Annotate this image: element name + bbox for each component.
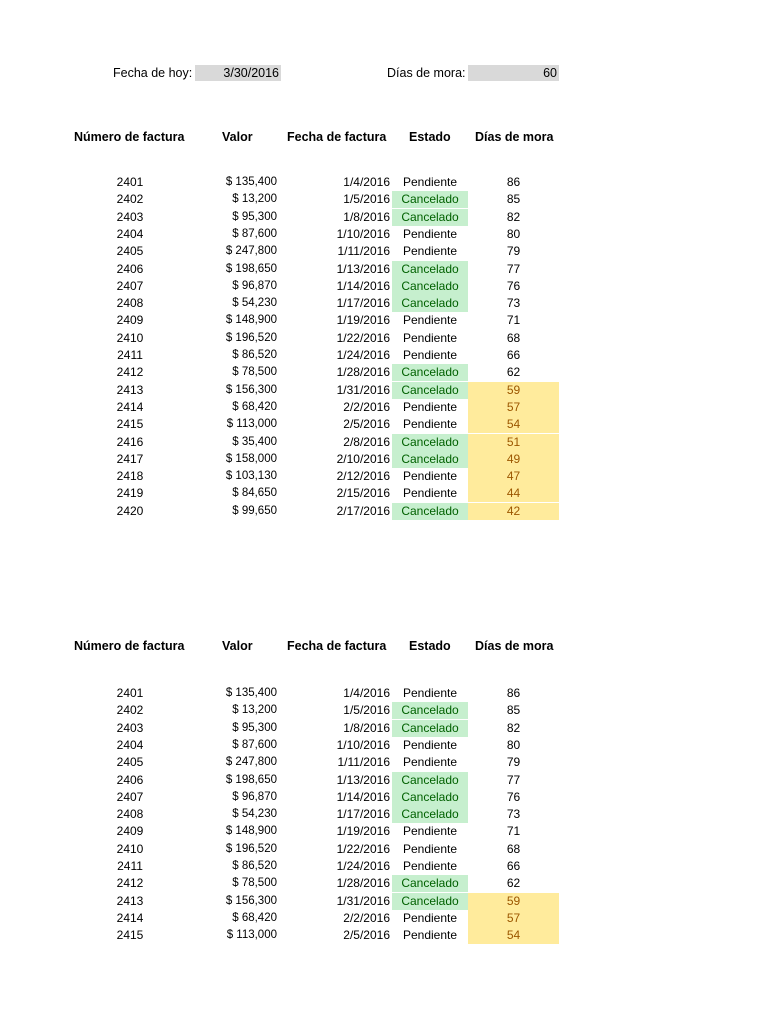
days-overdue-cell[interactable]: 82 — [506, 720, 521, 735]
invoice-status-cell[interactable]: Pendiente — [402, 686, 458, 700]
invoice-status-cell[interactable]: Pendiente — [402, 928, 458, 943]
table-row — [0, 702, 768, 719]
invoice-number-cell[interactable]: 2412 — [116, 876, 144, 891]
invoice-value-cell[interactable]: $ 135,400 — [225, 176, 277, 188]
invoice-number-cell[interactable]: 2415 — [116, 928, 144, 943]
invoice-value-cell[interactable]: $ 156,300 — [225, 894, 277, 907]
invoice-value-cell[interactable]: $ 13,200 — [232, 704, 277, 717]
invoice-date-cell[interactable]: 1/13/2016 — [336, 261, 390, 276]
invoice-date-cell[interactable]: 1/5/2016 — [343, 703, 390, 718]
invoice-number-cell[interactable]: 2403 — [116, 720, 144, 735]
invoice-value-cell[interactable]: $ 84,650 — [232, 487, 277, 500]
invoice-status-cell[interactable]: Pendiente — [402, 330, 458, 345]
invoice-number-cell[interactable]: 2402 — [116, 703, 144, 718]
dias-mora-label: Días de mora: — [387, 66, 466, 80]
days-overdue-cell[interactable]: 86 — [506, 175, 521, 189]
days-overdue-cell[interactable]: 76 — [506, 278, 521, 293]
dias-mora-value: 60 — [543, 66, 557, 80]
invoice-status-cell[interactable]: Cancelado — [392, 434, 468, 451]
days-overdue-cell[interactable]: 54 — [468, 416, 559, 433]
invoice-date-cell[interactable]: 2/15/2016 — [336, 486, 390, 501]
invoice-value-cell[interactable]: $ 198,650 — [225, 262, 277, 275]
days-overdue-cell[interactable]: 57 — [468, 399, 559, 416]
invoice-number-cell[interactable]: 2414 — [116, 910, 144, 925]
invoice-date-cell[interactable]: 1/5/2016 — [343, 192, 390, 207]
invoice-number-cell[interactable]: 2411 — [117, 348, 143, 362]
invoice-date-cell[interactable]: 2/5/2016 — [343, 928, 390, 943]
invoice-value-cell[interactable]: $ 95,300 — [232, 721, 277, 734]
table-row — [0, 278, 768, 295]
invoice-value-cell[interactable]: $ 198,650 — [225, 773, 277, 786]
invoice-status-cell[interactable]: Pendiente — [402, 175, 458, 189]
col-dias-header: Días de mora — [475, 130, 554, 144]
col-estado-header: Estado — [409, 639, 451, 653]
col-dias-header: Días de mora — [475, 639, 554, 653]
invoice-date-cell[interactable]: 1/24/2016 — [336, 348, 390, 362]
invoice-status-cell[interactable]: Cancelado — [392, 806, 468, 823]
table-row — [0, 261, 768, 278]
col-fecha-header: Fecha de factura — [287, 130, 387, 144]
invoice-date-cell[interactable]: 1/13/2016 — [336, 772, 390, 787]
invoice-value-cell[interactable]: $ 103,130 — [225, 470, 277, 483]
invoice-value-cell[interactable]: $ 96,870 — [232, 790, 277, 803]
table-row — [0, 503, 768, 520]
invoice-number-cell[interactable]: 2413 — [116, 893, 144, 908]
invoice-status-cell[interactable]: Cancelado — [392, 382, 468, 399]
days-overdue-cell[interactable]: 62 — [506, 365, 521, 380]
invoice-value-cell[interactable]: $ 113,000 — [226, 418, 277, 431]
table-row — [0, 927, 768, 944]
invoice-status-cell[interactable]: Pendiente — [402, 824, 458, 839]
invoice-status-cell[interactable]: Cancelado — [392, 278, 468, 295]
invoice-status-cell[interactable]: Cancelado — [392, 295, 468, 312]
table-row — [0, 347, 768, 364]
col-valor-header: Valor — [222, 130, 253, 144]
table-row — [0, 858, 768, 875]
invoice-status-cell[interactable]: Pendiente — [402, 244, 458, 259]
invoice-date-cell[interactable]: 2/10/2016 — [336, 451, 390, 466]
invoice-number-cell[interactable]: 2412 — [116, 365, 144, 380]
invoice-number-cell[interactable]: 2402 — [116, 192, 144, 207]
invoice-value-cell[interactable]: $ 96,870 — [232, 279, 277, 292]
invoice-date-cell[interactable]: 1/11/2016 — [337, 755, 390, 770]
invoice-status-cell[interactable]: Pendiente — [402, 841, 458, 856]
invoice-status-cell[interactable]: Pendiente — [402, 755, 458, 770]
invoice-status-cell[interactable]: Cancelado — [392, 191, 468, 208]
table-row — [0, 806, 768, 823]
fecha-hoy-cell[interactable] — [195, 65, 281, 81]
invoice-number-cell[interactable]: 2409 — [116, 824, 144, 839]
invoice-date-cell[interactable]: 2/12/2016 — [336, 469, 390, 484]
invoice-number-cell[interactable]: 2417 — [116, 451, 144, 466]
invoice-value-cell[interactable]: $ 78,500 — [232, 877, 277, 890]
invoice-value-cell[interactable]: $ 158,000 — [225, 452, 277, 465]
days-overdue-cell[interactable]: 73 — [506, 296, 521, 311]
table-row — [0, 875, 768, 892]
days-overdue-cell[interactable]: 59 — [468, 893, 559, 910]
invoice-date-cell[interactable]: 1/8/2016 — [343, 209, 390, 224]
invoice-status-cell[interactable]: Cancelado — [392, 503, 468, 520]
days-overdue-cell[interactable]: 66 — [506, 348, 521, 362]
table-row — [0, 243, 768, 260]
col-estado-header: Estado — [409, 130, 451, 144]
table-row — [0, 841, 768, 858]
invoice-status-cell[interactable]: Cancelado — [392, 720, 468, 737]
invoice-status-cell[interactable]: Cancelado — [392, 209, 468, 226]
table-row — [0, 893, 768, 910]
days-overdue-cell[interactable]: 44 — [468, 485, 559, 502]
invoice-number-cell[interactable]: 2404 — [116, 737, 144, 752]
days-overdue-cell[interactable]: 57 — [468, 910, 559, 927]
days-overdue-cell[interactable]: 66 — [506, 859, 521, 873]
invoice-value-cell[interactable]: $ 68,420 — [232, 400, 277, 413]
invoice-status-cell[interactable]: Pendiente — [402, 417, 458, 432]
dias-mora-cell[interactable] — [468, 65, 559, 81]
invoice-date-cell[interactable]: 2/5/2016 — [343, 417, 390, 432]
invoice-date-cell[interactable]: 2/17/2016 — [336, 503, 390, 518]
invoice-number-cell[interactable]: 2406 — [116, 772, 144, 787]
col-fecha-header: Fecha de factura — [287, 639, 387, 653]
table-row — [0, 754, 768, 771]
days-overdue-cell[interactable]: 68 — [506, 841, 521, 856]
invoice-status-cell[interactable]: Cancelado — [392, 364, 468, 381]
invoice-number-cell[interactable]: 2420 — [116, 503, 144, 518]
table-row — [0, 295, 768, 312]
invoice-number-cell[interactable]: 2413 — [116, 382, 144, 397]
invoice-value-cell[interactable]: $ 135,400 — [225, 687, 277, 699]
invoice-value-cell[interactable]: $ 13,200 — [232, 193, 277, 206]
invoice-status-cell[interactable]: Pendiente — [402, 910, 458, 925]
table-row — [0, 226, 768, 243]
invoice-value-cell[interactable]: $ 148,900 — [225, 314, 277, 327]
col-numero-header: Número de factura — [74, 130, 185, 144]
invoice-date-cell[interactable]: 1/31/2016 — [336, 893, 390, 908]
table-row — [0, 382, 768, 399]
invoice-date-cell[interactable]: 1/4/2016 — [343, 175, 390, 189]
invoice-date-cell[interactable]: 1/17/2016 — [336, 807, 390, 822]
table-row — [0, 823, 768, 840]
table-row — [0, 485, 768, 502]
invoice-number-cell[interactable]: 2414 — [116, 399, 144, 414]
invoice-date-cell[interactable]: 1/19/2016 — [336, 824, 390, 839]
invoice-number-cell[interactable]: 2407 — [116, 278, 144, 293]
days-overdue-cell[interactable]: 79 — [506, 244, 521, 259]
invoice-date-cell[interactable]: 1/4/2016 — [343, 686, 390, 700]
days-overdue-cell[interactable]: 68 — [506, 330, 521, 345]
invoice-number-cell[interactable]: 2408 — [116, 807, 144, 822]
days-overdue-cell[interactable]: 71 — [506, 824, 521, 839]
invoice-value-cell[interactable]: $ 247,800 — [225, 756, 277, 769]
invoice-value-cell[interactable]: $ 54,230 — [232, 808, 277, 821]
table-row — [0, 399, 768, 416]
invoice-value-cell[interactable]: $ 86,520 — [232, 349, 277, 361]
invoice-status-cell[interactable]: Pendiente — [402, 859, 458, 873]
invoice-status-cell[interactable]: Cancelado — [392, 789, 468, 806]
invoice-value-cell[interactable]: $ 78,500 — [232, 366, 277, 379]
invoice-date-cell[interactable]: 1/11/2016 — [337, 244, 390, 259]
table-row — [0, 468, 768, 485]
table-row — [0, 451, 768, 468]
invoice-number-cell[interactable]: 2405 — [116, 244, 144, 259]
col-numero-header: Número de factura — [74, 639, 185, 653]
days-overdue-cell[interactable]: 59 — [468, 382, 559, 399]
invoice-date-cell[interactable]: 1/31/2016 — [336, 382, 390, 397]
invoice-status-cell[interactable]: Pendiente — [402, 399, 458, 414]
invoice-value-cell[interactable]: $ 196,520 — [225, 842, 277, 855]
table-row — [0, 685, 768, 702]
invoice-value-cell[interactable]: $ 95,300 — [232, 210, 277, 223]
invoice-number-cell[interactable]: 2410 — [116, 330, 144, 345]
table-row — [0, 789, 768, 806]
fecha-hoy-value: 3/30/2016 — [223, 66, 279, 80]
invoice-date-cell[interactable]: 1/28/2016 — [336, 365, 390, 380]
days-overdue-cell[interactable]: 85 — [506, 703, 521, 718]
invoice-status-cell[interactable]: Pendiente — [402, 226, 458, 241]
table-row — [0, 312, 768, 329]
invoice-number-cell[interactable]: 2418 — [116, 469, 144, 484]
invoice-number-cell[interactable]: 2408 — [116, 296, 144, 311]
invoice-value-cell[interactable]: $ 113,000 — [226, 929, 277, 942]
invoice-number-cell[interactable]: 2419 — [116, 486, 144, 501]
invoice-number-cell[interactable]: 2409 — [116, 313, 144, 328]
invoice-number-cell[interactable]: 2404 — [116, 226, 144, 241]
table-row — [0, 174, 768, 191]
days-overdue-cell[interactable]: 80 — [506, 737, 521, 752]
invoice-value-cell[interactable]: $ 68,420 — [232, 911, 277, 924]
invoice-status-cell[interactable]: Pendiente — [402, 469, 458, 484]
invoice-status-cell[interactable]: Cancelado — [392, 261, 468, 278]
invoice-number-cell[interactable]: 2401 — [116, 175, 144, 189]
invoice-value-cell[interactable]: $ 87,600 — [232, 738, 277, 751]
invoice-date-cell[interactable]: 1/17/2016 — [336, 296, 390, 311]
days-overdue-cell[interactable]: 71 — [506, 313, 521, 328]
invoice-number-cell[interactable]: 2406 — [116, 261, 144, 276]
table-row — [0, 364, 768, 381]
invoice-value-cell[interactable]: $ 156,300 — [225, 383, 277, 396]
table-row — [0, 720, 768, 737]
invoice-value-cell[interactable]: $ 87,600 — [232, 227, 277, 240]
invoice-value-cell[interactable]: $ 148,900 — [225, 825, 277, 838]
days-overdue-cell[interactable]: 42 — [468, 503, 559, 520]
invoice-number-cell[interactable]: 2401 — [116, 686, 144, 700]
invoice-date-cell[interactable]: 1/8/2016 — [343, 720, 390, 735]
days-overdue-cell[interactable]: 73 — [506, 807, 521, 822]
table-row — [0, 772, 768, 789]
fecha-hoy-label: Fecha de hoy: — [113, 66, 193, 80]
invoice-status-cell[interactable]: Cancelado — [392, 772, 468, 789]
invoice-date-cell[interactable]: 1/19/2016 — [336, 313, 390, 328]
invoice-number-cell[interactable]: 2416 — [116, 434, 144, 449]
invoice-status-cell[interactable]: Cancelado — [392, 451, 468, 468]
invoice-date-cell[interactable]: 2/8/2016 — [343, 434, 390, 449]
days-overdue-cell[interactable]: 79 — [506, 755, 521, 770]
invoice-number-cell[interactable]: 2411 — [117, 859, 143, 873]
days-overdue-cell[interactable]: 47 — [468, 468, 559, 485]
table-row — [0, 416, 768, 433]
table-row — [0, 330, 768, 347]
days-overdue-cell[interactable]: 85 — [506, 192, 521, 207]
invoice-value-cell[interactable]: $ 99,650 — [232, 504, 277, 517]
invoice-value-cell[interactable]: $ 247,800 — [225, 245, 277, 258]
days-overdue-cell[interactable]: 54 — [468, 927, 559, 944]
invoice-status-cell[interactable]: Pendiente — [402, 348, 458, 362]
table-row — [0, 434, 768, 451]
invoice-number-cell[interactable]: 2407 — [116, 789, 144, 804]
days-overdue-cell[interactable]: 51 — [468, 434, 559, 451]
invoice-number-cell[interactable]: 2410 — [116, 841, 144, 856]
days-overdue-cell[interactable]: 62 — [506, 876, 521, 891]
days-overdue-cell[interactable]: 77 — [506, 261, 521, 276]
invoice-status-cell[interactable]: Pendiente — [402, 737, 458, 752]
table-row — [0, 191, 768, 208]
days-overdue-cell[interactable]: 49 — [468, 451, 559, 468]
invoice-date-cell[interactable]: 2/2/2016 — [343, 399, 390, 414]
days-overdue-cell[interactable]: 77 — [506, 772, 521, 787]
invoice-status-cell[interactable]: Cancelado — [392, 702, 468, 719]
invoice-date-cell[interactable]: 1/24/2016 — [336, 859, 390, 873]
invoice-status-cell[interactable]: Cancelado — [392, 893, 468, 910]
invoice-date-cell[interactable]: 1/28/2016 — [336, 876, 390, 891]
days-overdue-cell[interactable]: 76 — [506, 789, 521, 804]
invoice-value-cell[interactable]: $ 54,230 — [232, 297, 277, 310]
invoice-date-cell[interactable]: 1/14/2016 — [336, 789, 390, 804]
invoice-date-cell[interactable]: 1/10/2016 — [336, 226, 390, 241]
invoice-status-cell[interactable]: Cancelado — [392, 875, 468, 892]
days-overdue-cell[interactable]: 82 — [506, 209, 521, 224]
days-overdue-cell[interactable]: 86 — [506, 686, 521, 700]
invoice-date-cell[interactable]: 2/2/2016 — [343, 910, 390, 925]
col-valor-header: Valor — [222, 639, 253, 653]
invoice-number-cell[interactable]: 2405 — [116, 755, 144, 770]
invoice-value-cell[interactable]: $ 35,400 — [232, 435, 277, 448]
table-row — [0, 737, 768, 754]
invoice-value-cell[interactable]: $ 86,520 — [232, 860, 277, 872]
table-row — [0, 910, 768, 927]
invoice-date-cell[interactable]: 1/10/2016 — [336, 737, 390, 752]
invoice-number-cell[interactable]: 2415 — [116, 417, 144, 432]
days-overdue-cell[interactable]: 80 — [506, 226, 521, 241]
invoice-status-cell[interactable]: Pendiente — [402, 486, 458, 501]
invoice-number-cell[interactable]: 2403 — [116, 209, 144, 224]
invoice-date-cell[interactable]: 1/22/2016 — [336, 330, 390, 345]
invoice-status-cell[interactable]: Pendiente — [402, 313, 458, 328]
invoice-value-cell[interactable]: $ 196,520 — [225, 331, 277, 344]
invoice-date-cell[interactable]: 1/22/2016 — [336, 841, 390, 856]
invoice-date-cell[interactable]: 1/14/2016 — [336, 278, 390, 293]
table-row — [0, 209, 768, 226]
